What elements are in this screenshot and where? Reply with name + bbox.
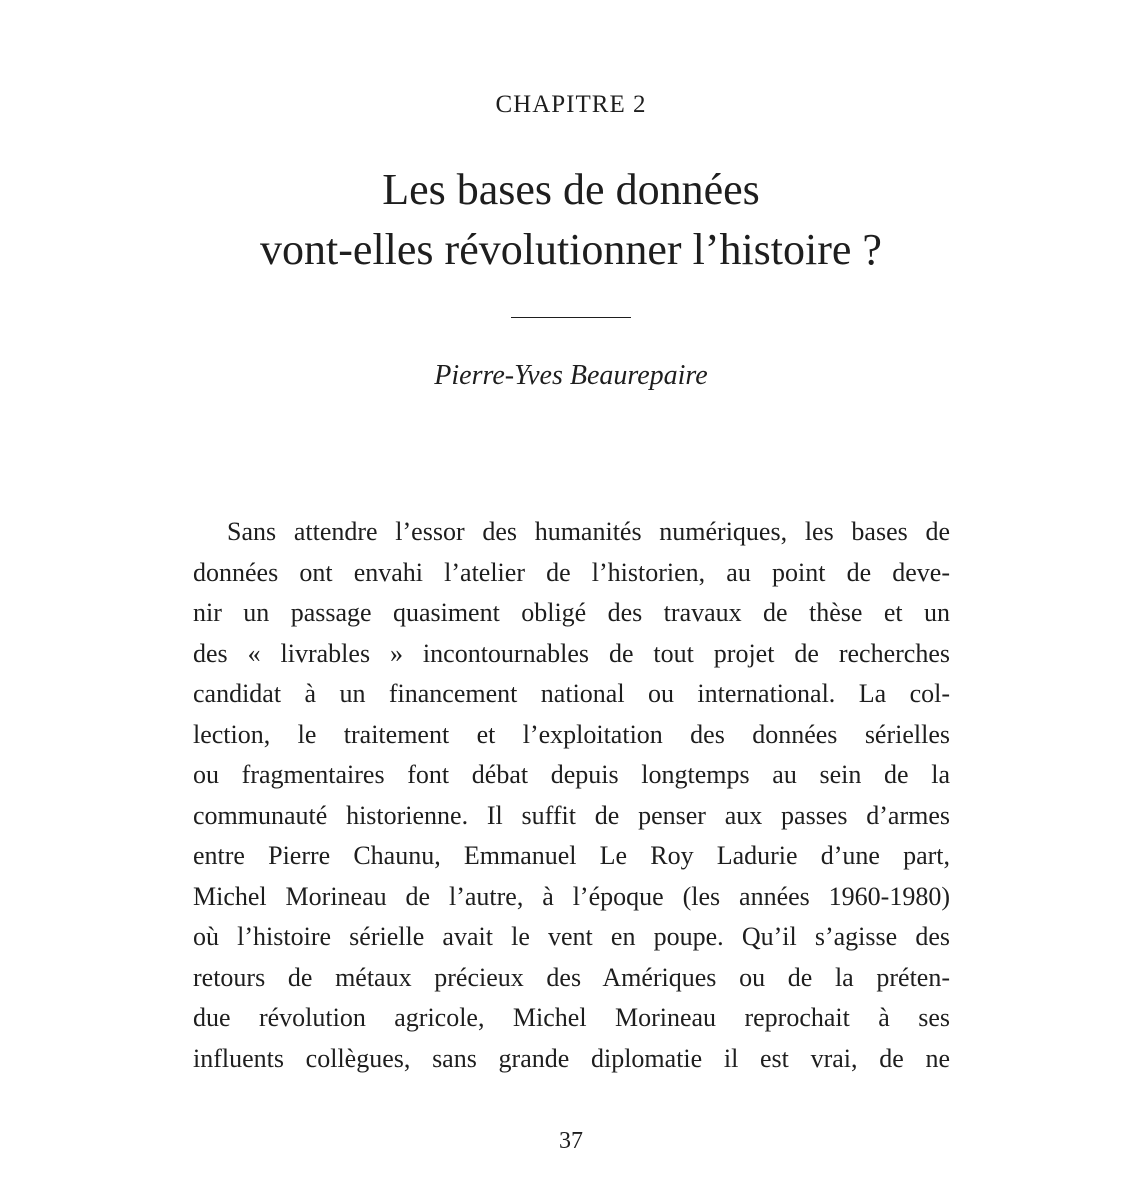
text-line: due révolution agricole, Michel Morineau reprochait à ses	[193, 1003, 950, 1032]
body-paragraph	[193, 512, 950, 1079]
chapter-title	[0, 160, 1142, 280]
chapter-label: CHAPITRE 2	[495, 91, 647, 118]
text-line: entre Pierre Chaunu, Emmanuel Le Roy Ladurie d’une part,	[193, 841, 950, 870]
text-line: Michel Morineau de l’autre, à l’époque (les années 1960-1980)	[193, 881, 950, 911]
text-line: nir un passage quasiment obligé des travaux de thèse et un	[193, 598, 950, 627]
text-line: ou fragmentaires font débat depuis longtemps au sein de la	[193, 760, 950, 789]
text-line: candidat à un financement national ou international. La col-	[193, 679, 950, 708]
text-line: communauté historienne. Il suffit de penser aux passes d’armes	[193, 800, 950, 830]
text-line: influents collègues, sans grande diplomatie il est vrai, de ne	[193, 1043, 950, 1073]
chapter-title-line: Les bases de données	[382, 165, 760, 214]
text-line: données ont envahi l’atelier de l’historien, au point de deve-	[193, 557, 950, 587]
chapter-title-line: vont-elles révolutionner l’histoire ?	[260, 225, 882, 274]
author-name: Pierre-Yves Beaurepaire	[434, 360, 708, 391]
text-line: lection, le traitement et l’exploitation des données sérielles	[193, 719, 950, 749]
text-line: retours de métaux précieux des Amériques ou de la préten-	[193, 962, 950, 992]
text-line: où l’histoire sérielle avait le vent en poupe. Qu’il s’agisse des	[193, 922, 950, 951]
title-divider	[511, 317, 631, 318]
text-line: des « livrables » incontournables de tout projet de recherches	[193, 638, 950, 668]
text-line: Sans attendre l’essor des humanités numériques, les bases de	[227, 517, 950, 546]
page-number: 37	[559, 1128, 583, 1154]
